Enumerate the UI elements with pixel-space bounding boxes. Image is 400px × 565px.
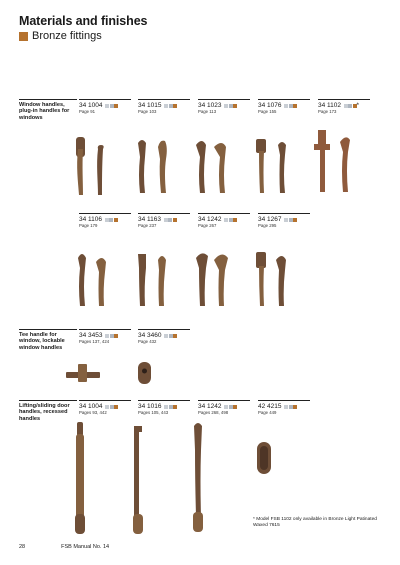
- product-page: Pages 93, 442: [79, 410, 107, 415]
- section-label-lifting-sliding: Lifting/sliding door handles, recessed handles: [19, 400, 77, 422]
- finish-swatches: [105, 104, 119, 108]
- product-header: [258, 99, 310, 115]
- finish-swatches: [105, 405, 119, 409]
- product-code: 34 1102: [318, 102, 342, 109]
- product-code: 34 1076: [258, 102, 282, 109]
- window-handle-image: [192, 250, 242, 310]
- window-handle-image: [252, 137, 302, 197]
- product-header: [138, 329, 190, 345]
- product-code: 34 1004: [79, 102, 103, 109]
- page-title: Materials and finishes: [19, 14, 148, 28]
- finish-swatches: [284, 405, 298, 409]
- product-page: Page 449: [258, 410, 277, 415]
- product-header: [198, 400, 250, 416]
- product-header: [198, 213, 250, 229]
- product-page: Page 155: [258, 109, 277, 114]
- product-code: 34 1242: [198, 216, 222, 223]
- window-handle-image: [72, 250, 122, 310]
- product-header: [258, 400, 310, 416]
- product-page: Page 173: [318, 109, 337, 114]
- window-handle-image: [192, 137, 242, 197]
- product-header: [198, 99, 250, 115]
- product-page: Page 103: [138, 109, 157, 114]
- product-header: [79, 99, 131, 115]
- page-number: 28: [19, 544, 26, 550]
- finish-swatches: [164, 405, 178, 409]
- product-page: Pages 137, 424: [79, 339, 110, 344]
- product-header: [79, 400, 131, 416]
- lockable-handle-image: [136, 360, 156, 388]
- tee-handle-image: [64, 360, 114, 385]
- product-header: [79, 213, 131, 229]
- bronze-swatch: [19, 32, 28, 41]
- page-subtitle: Bronze fittings: [32, 30, 102, 42]
- product-code: 34 1267: [258, 216, 282, 223]
- product-code: 34 1242: [198, 403, 222, 410]
- page-subtitle-row: [19, 31, 147, 42]
- product-code: 34 3453: [79, 332, 103, 339]
- product-header: [258, 213, 310, 229]
- footnote: * Model FSB 1102 only available in Bronze Light Patinated Waxed 7615: [253, 517, 377, 529]
- page-footer: [19, 544, 109, 550]
- section-label-tee-handle: Tee handle for window, lockable window handles: [19, 329, 77, 351]
- product-header: [138, 400, 190, 416]
- finish-swatches: [343, 104, 357, 108]
- product-code: 34 1163: [138, 216, 162, 223]
- product-header: [138, 99, 190, 115]
- lifting-sliding-handle-image: [130, 422, 150, 537]
- product-header: [138, 213, 190, 229]
- finish-swatches: [224, 104, 238, 108]
- finish-swatches: [164, 104, 178, 108]
- product-page: Page 179: [79, 223, 98, 228]
- finish-swatches: [284, 104, 298, 108]
- finish-swatches: [224, 218, 238, 222]
- window-handle-image: [252, 250, 302, 310]
- manual-title: FSB Manual No. 14: [61, 544, 110, 550]
- product-page: Page 91: [79, 109, 96, 114]
- product-page: Page 432: [138, 339, 157, 344]
- section-label-window-handles: Window handles, plug-in handles for windows: [19, 99, 77, 121]
- product-code: 34 1106: [79, 216, 103, 223]
- finish-swatches: [105, 334, 119, 338]
- footnote-star: *: [356, 102, 360, 109]
- product-page: Page 113: [198, 109, 217, 114]
- product-page: Pages 105, 443: [138, 410, 169, 415]
- recessed-handle-image: [255, 440, 275, 476]
- product-page: Page 237: [138, 223, 157, 228]
- window-handle-image: [312, 130, 362, 195]
- product-page: Pages 268, 498: [198, 410, 229, 415]
- finish-swatches: [224, 405, 238, 409]
- product-header: [318, 99, 370, 115]
- product-code: 34 3460: [138, 332, 162, 339]
- product-code: 42 4215: [258, 403, 282, 410]
- window-handle-image: [132, 250, 182, 310]
- product-page: Page 295: [258, 223, 277, 228]
- product-code: 34 1016: [138, 403, 162, 410]
- lifting-sliding-handle-image: [72, 422, 92, 537]
- product-code: 34 1004: [79, 403, 103, 410]
- product-code: 34 1015: [138, 102, 162, 109]
- lifting-sliding-handle-image: [190, 420, 210, 535]
- window-handle-image: [132, 137, 182, 197]
- finish-swatches: [284, 218, 298, 222]
- finish-swatches: [104, 218, 118, 222]
- finish-swatches: [164, 334, 178, 338]
- product-page: Page 267: [198, 223, 217, 228]
- product-header: [79, 329, 131, 345]
- finish-swatches: [163, 218, 177, 222]
- product-code: 34 1023: [198, 102, 222, 109]
- page-header: [19, 14, 147, 42]
- window-handle-image: [70, 137, 120, 197]
